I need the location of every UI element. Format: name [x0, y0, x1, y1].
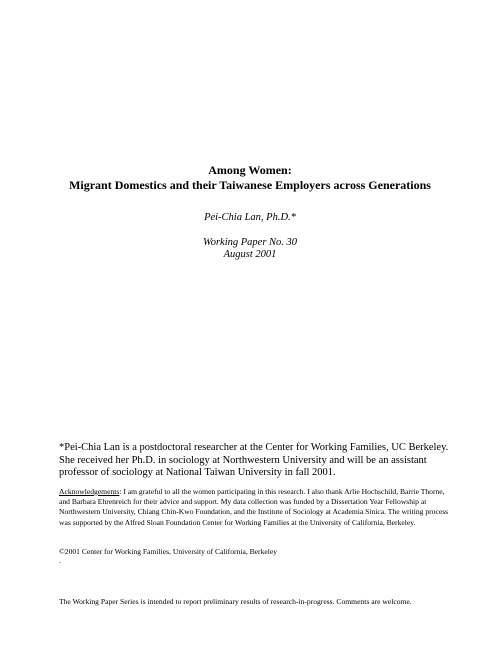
working-paper-info	[0, 237, 500, 261]
stray-mark: .	[59, 556, 61, 565]
acknowledgements-text: : I am grateful to all the women participating in this research. I also thank Arlie Hochschild, Barrie Thorne, and Barbara Ehrenreich for their advice and support. My data collection was funded by a Dissertation Year Fellowship at Northwestern University, Chiang Chin-Kwo Foundation, and the Institute of Sociology at Academia Sinica. The writing process was supported by the Alfred Sloan Foundation Center for Working Families at the University of California, Berkeley.	[59, 487, 449, 527]
working-paper-number: Working Paper No. 30	[202, 237, 298, 248]
title-block	[0, 163, 500, 193]
title-line-1: Among Women:	[208, 163, 292, 177]
acknowledgements	[59, 487, 451, 528]
working-paper-date: August 2001	[223, 249, 277, 260]
series-footer: The Working Paper Series is intended to report preliminary results of research-in-progress. Comments are welcome.	[59, 597, 412, 606]
title-line-2: Migrant Domestics and their Taiwanese Employers across Generations	[69, 178, 431, 192]
acknowledgements-label: Acknowledgements	[59, 487, 120, 496]
copyright-notice: ©2001 Center for Working Families, University of California, Berkeley	[59, 547, 278, 556]
author-name: Pei-Chia Lan, Ph.D.*	[204, 212, 296, 223]
author-bio: *Pei-Chia Lan is a postdoctoral researcher at the Center for Working Families, UC Berkeley. She received her Ph.D. in sociology at Northwestern University and will be an assistant professor of sociology at National Taiwan University in fall 2001.	[59, 442, 449, 479]
